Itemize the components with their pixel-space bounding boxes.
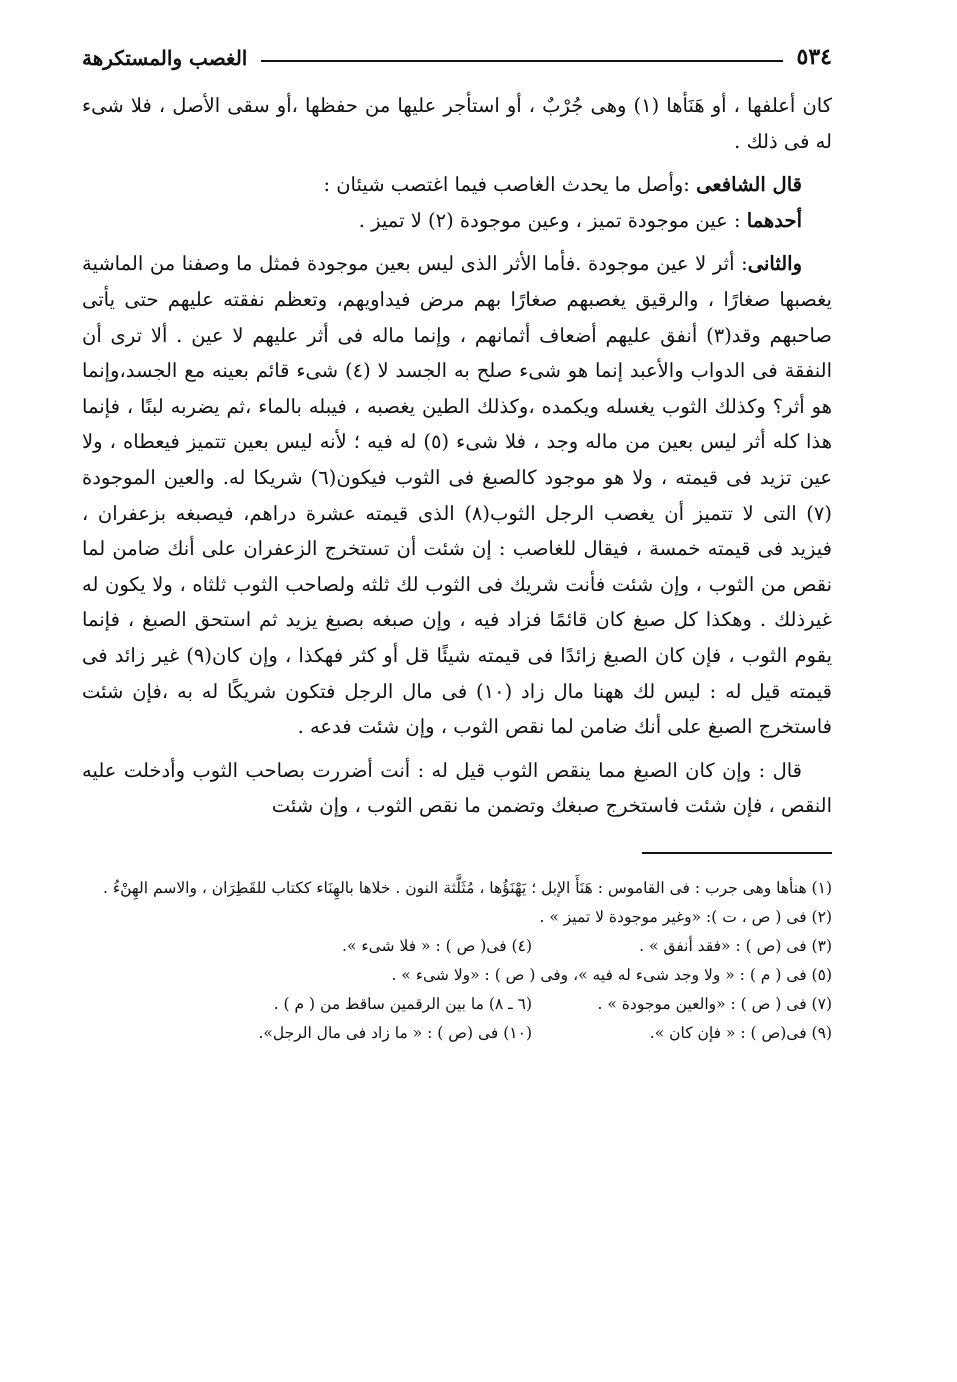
paragraph-text: كان أعلفها ، أو هَنَأها (١) وهى جُرْبٌ ، أو استأجر عليها من حفظها ،أو سقى الأصل ، فلا شىء له فى ذلك . [82,94,832,153]
paragraph-text: :وأصل ما يحدث الغاصب فيما اغتصب شيئان : [323,173,697,197]
footnote: (٥) فى ( م ) : « ولا وجد شىء له فيه »، وفى ( ص ) : «ولا شىء » . [391,965,832,984]
paragraph-lead: قال الشافعى [696,173,802,197]
footnote: (٢) فى ( ص ، ت ): «وغير موجودة لا تميز » . [539,907,832,926]
footnote: (٤) فى( ص ) : « فلا شىء ». [342,936,532,955]
paragraph [82,246,832,744]
main-text [82,88,832,824]
footnote-rule [642,852,832,854]
paragraph [82,203,832,239]
footnote-row [82,990,832,1019]
paragraph-text: قال : وإن كان الصبغ مما ينقص الثوب قيل له : أنت أضررت بصاحب الثوب وأدخلت عليه النقص ، فإن شئت فاستخرج صبغك وتضمن ما نقص الثوب ، وإن شئت [82,758,832,818]
page-number: ٥٣٤ [796,44,832,70]
footnote-row [82,932,832,961]
footnote: (٩) فى(ص ) : « فإن كان ». [649,1023,832,1042]
paragraph-lead: والثانى [747,252,802,276]
paragraph [82,167,832,203]
page-header [82,38,832,70]
chapter-title: الغصب والمستكرهة [82,46,248,70]
header-rule [261,60,782,62]
footnote: (١٠) فى (ص ) : « ما زاد فى مال الرجل». [258,1023,532,1042]
paragraph-text: : أثر لا عين موجودة .فأما الأثر الذى ليس بعين موجودة فمثل ما وصفنا من الماشية يغصبها صغارًا ، والرقيق يغصبهم صغارًا بهم مرض فيداويهم، وتعظم نفقته عليهم حتى يأتى صاحبهم وقد(٣) أنفق عليهم أضعاف أثمانهم ، وإنما ماله فى أثر عليهم لا عين . ألا ترى أن النفقة فى الدواب والأعبد إنما هو شىء صلح به الجسد لا (٤) شىء قائم بعينه مع الجسد،وإنما هو أثر؟ وكذلك الثوب يغسله ويكمده ،وكذلك الطين يغصبه ، فيبله بالماء ،ثم يضربه لبنًا ، فإنما هذا كله أثر ليس بعين من ماله وجد ، فلا شىء (٥) له فيه ؛ لأنه ليس بعين تتميز فيعطاه ، ولا عين تزيد فى قيمته ، ولا هو موجود كالصبغ فى الثوب فيكون(٦) شريكا له. والعين الموجودة (٧) التى لا تتميز أن يغصب الرجل الثوب(٨) الذى قيمته عشرة دراهم، فيصبغه بزعفران ، فيزيد فى قيمته خمسة ، فيقال للغاصب : إن شئت أن تستخرج الزعفران على أنك ضامن لما نقص من الثوب ، وإن شئت فأنت شريك فى الثوب لك ثلثه ولصاحب الثوب ثلثاه ، ولا يكون له غيرذلك . وهكذا كل صبغ كان قائمًا فزاد فيه ، وإن صبغه بصبغ يزيد ثم استحق الصبغ ، فإنما يقوم الثوب ، فإن كان الصبغ زائدًا فى قيمته شيئًا قل أو كثر فهكذا ، وإن كان(٩) غير زائد فى قيمته قيل له : ليس لك ههنا مال زاد (١٠) فى مال الرجل فتكون شريكًا له به ،فإن شئت فاستخرج الصبغ على أنك ضامن لما نقص الثوب ، وإن شئت فدعه . [82,252,832,739]
footnote-row [82,1019,832,1048]
paragraph-lead: أحدهما [746,208,802,232]
footnote: (٦ ـ ٨) ما بين الرقمين ساقط من ( م ) . [273,994,532,1013]
footnote: (٣) فى (ص ) : «فقد أنفق » . [639,936,832,955]
footnote: (١) هنأها وهى جرب : فى القاموس : هَنَأَ الإبل ؛ يَهْنَؤُها ، مُثَلَّثة النون . خلاها بالهِنَاء ككتاب للقَطِرَان ، والاسم الهِنْءُ . [102,878,832,897]
paragraph-text: : عين موجودة تميز ، وعين موجودة (٢) لا تميز . [358,208,747,232]
paragraph [82,753,832,824]
footnote: (٧) فى ( ص ) : «والعين موجودة » . [597,994,832,1013]
footnotes [82,874,832,1048]
paragraph [82,88,832,159]
